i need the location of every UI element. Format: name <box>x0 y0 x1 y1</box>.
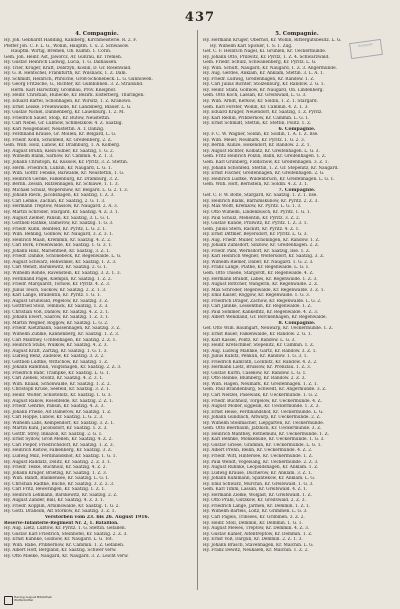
entry-line: Reserve-Infanterie-Regiment Nr. 2, 1. Bataillon. <box>4 520 119 526</box>
entry-line: Hy. Wilh. Knaak, Schönwalde, Kr. Saatzig. 1. Z. 2. <box>4 381 111 387</box>
entry-line: Hy. Friedrich Dräger, Zachow, Kr. Regenwalde. L. G. 2. <box>203 298 322 304</box>
entry-line: Hy. Heinrich Ristow, Falkenberg, Kr. Saatzig. 3. Z. <box>4 448 113 454</box>
entry-line: Hy. Wilh. Arndt, Kerkow, Kr. Soldin, 1. Z. 1. Stargard. <box>203 99 318 105</box>
entry-line: Hy. Franz Dewitz, Neukalen, Kr. Malchin. 1. Z. 2. <box>203 548 309 554</box>
entry-line: Hy. Friedr. Kuhn, Reinfeld, Kr. Pyritz, L. G. 2. 1. <box>4 226 107 232</box>
entry-line: Hy. Karl Lange, Brallentin, Kr. Pyritz. 1. G. 1. <box>4 293 102 299</box>
library-logo-icon <box>4 596 13 605</box>
entry-line: Hy. Ernst Voß, Dargun, Kr. Demmin. 2. Z. 1. 3. <box>203 537 303 543</box>
entry-line: Hy. Friedr. Pahl, Wernsdorf, Kr. Saatzig, Ilse. 1. Z. <box>203 248 311 254</box>
entry-line: Hy. Johann Krüger, Brietzig, Kr. Saatzig. 1. Z. 3. <box>4 470 107 476</box>
entry-line: Hy. Wilhelm Labs, Kempendorf, Kr. Saatzig. 3. Z. 1. <box>4 420 115 426</box>
entry-line: Hy. Bernh. Kunze, Hökendorf, Kr. Randow. 2. Z. 1. <box>203 143 311 149</box>
entry-line: Hy. Heinrich Maaß, Kremmin, Kr. Saatzig. 4. Z. 2. <box>4 237 112 243</box>
entry-line: Hy. Max Schröder, Regenwalde, Kr. Regenwalde. 3. Z. 1. <box>203 287 325 293</box>
entry-line: Hy. Friedr. Buchholz, Torgelow, Kr. Ueckermünde. 4. Z. <box>203 398 322 404</box>
entry-line: Gem. Julius Stern, Rackitt, Kr. Pyritz. 4. Z. 1. <box>203 226 300 232</box>
entry-line: Hy. Aug. Gerdes, Anklam, Kr. Anklam, Stettin. 3. L. A. 1. <box>203 71 325 77</box>
entry-line: Hy. Heinr. Kretschmer, Stepenitz, Kr. Cammin. 1. Z. <box>203 343 315 349</box>
entry-line: Hy. August Schwarz, Rehwinkel, Kr. Saatzig. 1. Z. 3. <box>4 259 117 265</box>
entry-line: Hy. Friedr. Köhn, Schönfeld, Kr. Greifenberg, 2. Z. <box>4 137 112 143</box>
entry-line: Hy. Wilh. Meier, Neumark, Kr. Pyritz. 1. G. 2. 3. <box>203 137 306 143</box>
column-divider <box>197 30 198 590</box>
entry-line: Hy. Johann Zühlsdorf, Sinzlow, Kr. Greifenhagen. 2. Z. <box>203 243 320 249</box>
entry-line: Hy. Paul Sommer, Kankelfitz, Kr. Regenwalde. 4. Z. 3. <box>203 309 319 315</box>
entry-line: Hy. Carl Hoppe, Lübow, Kr. Saatzig. L. G. 2. 3. <box>4 415 104 421</box>
entry-line: Hy. Hermann Zielke, Wolgast, Kr. Greifswald. 1. Z. <box>203 492 312 498</box>
entry-line: Gem. Otto Koch, Lassan, Kr. Greifswald, L. G. 3. <box>203 93 307 99</box>
entry-line: Hy. Heinrich Manthey, Rothemühl, Kr. Ueckermünde. 1. Z. <box>203 431 329 437</box>
entry-line: Hy. Carl Julius Richter, Stolzenburg, Kr. Randow. 2. G. 1. <box>203 82 325 88</box>
entry-line: Hy. Gustav Heinrich Ludwig, Lucia, 1. G. Dalhausen. <box>4 60 118 66</box>
entry-line: Hy. Eduard Krüger, Neuendorf, Kr. Saatzig, 1. Z. Pyritz. <box>203 110 323 116</box>
entry-line: Hy. Friedrich Lange, Jarmen, Kr. Demmin. 1. Z. 1. <box>203 503 311 509</box>
entry-line: Gem. Karl Timm, Lassan, Kr. Greifswald. 4. Z. 1. <box>203 487 308 493</box>
entry-line: Hy. Aug. Lietz, Lübtow, Kr. Pyritz. 1. G. Stettin. Gefallen. <box>4 526 126 532</box>
entry-line: Hy. Otto Wilhelm, Lindenbusch, Kr. Pyritz. 1. G. 1. <box>203 209 311 215</box>
entry-line: Hy. Johann Priebe, Alt Damerow, Kr. Saatzig. 1. Z. <box>4 409 112 415</box>
entry-line: Hy. Wilhelm Rohde, Ravenstein, Kr. Saatzig. 3. Z. 1. 3. <box>4 270 121 276</box>
entry-line: Gem. Otto Thiede, Stargordt, Kr. Regenwalde. 4. Z. <box>203 270 314 276</box>
entry-line: Hy. Johann Hinz, Marienfließ, Kr. Saatzig, 3. Z. 1. <box>4 248 111 254</box>
entry-line: Hy. Friedr. Kopplin, Arnimswalde, Kr. Saatzig. 1. G. 2. <box>4 503 120 509</box>
entry-line: Hy. Eduard Bartel, Schönhagen, Kr. Wirsitz, 1. Z. Kranowo. <box>4 99 132 105</box>
entry-line: Hauptm. Wirtig, Bremen, Ob. Kulmb. 1. Corin. <box>11 49 112 55</box>
entry-line: Hy. Albert Wendland, Gr. Borckenhagen, Kr. Regenwalde. <box>203 315 327 321</box>
entry-line: Hy. Heinrich Blank, Barnimskunow, Kr. Pyritz. 2. Z. 3. <box>203 198 319 204</box>
entry-line: Gem. Wilh. Höft, Bernstein, Kr. Soldin. 4. Z. 3. 1. <box>203 182 309 188</box>
entry-line: Hy. Ferdinand Pagel, Klempin, Kr. Saatzig. 1. Z. 2. <box>4 276 112 282</box>
entry-line: Pfeffer Joh. C. F. L. G., Wollin, Hauptm. 1. u. 2. Schwasow. <box>4 43 130 49</box>
right-entries <box>203 38 391 554</box>
entry-line: Hy. Julius Kubitz, Penkun, Kr. Randow. 1. G. 3. 1. <box>203 354 308 360</box>
entry-line: Hy. Friedr. Teske, Buchholz, Kr. Saatzig. 4. Z. 2. <box>4 465 107 471</box>
entry-line: Hy. Joh. Gebhardt Hadding, Kahlberg, Kirchmeisterie. R. 2. F. <box>4 38 137 43</box>
entry-line: Hy. Otto Mielke, Naugard, Kr. Naugard. 3. Z. Leicht verw. <box>4 553 129 559</box>
entry-line: Hy. Friedr. Gehrke, Pansin, Kr. Saatzig. 4. Z. 3. <box>4 404 105 410</box>
entry-line: Hy. Wilh. Gottfr. Fenske, Bärwalde, Kr. Neustettin, 1. G. <box>4 171 125 177</box>
entry-line: Hy. August Möller, Eggesin, Kr. Ueckermünde. 1. Z. 3. <box>203 404 320 410</box>
section-heading: 4. Compagnie. <box>75 31 119 37</box>
entry-line: Hy. Ludwig Benz, Zadelow, Kr. Saatzig. 3. Z. 2. <box>4 354 105 360</box>
entry-line: Hy. Wilh. Behling, Gollnow, Kr. Naugard, 3. Z. 3. 1. <box>4 232 114 238</box>
entry-line: Gem. Joh. Heinr. Ast, Jaworcz, Ar. Guhrau, Kr. Tremen. <box>4 54 123 60</box>
entry-line: Hy. Ernst Fischer, Greifenhagen, Kr. Greifenhagen. 2. G. <box>203 171 325 177</box>
entry-line: Gem. Paul Brandenburg, Schwedt, Kr. Angermünde. 3. Z. <box>203 387 327 393</box>
entry-line: Gem. Karl Grünberg, Fiddichow, Kr. Greifenhagen. 3. Z. 1. <box>203 160 329 166</box>
entry-line: Hy. Ludwig Krause, Ducherow, Kr. Anklam. 3. Z. 1. <box>203 470 313 476</box>
entry-line: Hy. Johann Gundlach, Altwarp, Kr. Ueckermünde. 2. Z. <box>203 415 321 421</box>
entry-line: Hy. August Böttcher, Wangerin, Kr. Regenwalde. 2. Z. <box>203 282 319 288</box>
entry-line: Hy. Gustav Kähler, Altentreptow, Kr. Demmin. 1. Z. <box>203 531 313 537</box>
entry-line: Hy. Friedr. Marquardt, Tornow, Kr. Pyritz. 4. Z. 3. <box>4 282 111 288</box>
entry-line: Hy. Emil Schwarz, Murchin, Kr. Greifswald. 1. G. 3. <box>203 481 314 487</box>
entry-line: Hy. Max Wolff, Kremzow, Kr. Pyritz. L. G. 1. 3. <box>203 204 302 210</box>
entry-line: Hy. Georg Fritzsche, G., Richter, Kr. Gumbinnen. 3. Z. Stralsund. <box>4 82 144 88</box>
entry-line: Hy. Friedrich Kamrath, Löcknitz, Kr. Randow. 4. Z. 2. <box>203 359 318 365</box>
entry-line: Hy. Wilh. Schütt, Naugard, Kr. Naugard, 1. Z. 3. Angermünde. <box>203 65 337 71</box>
entry-line: Hy. Heinrich Stübs, Wulkow, Kr. Saatzig. 4. Z. 3. <box>4 343 108 349</box>
entry-line: Hy. Hermann Brandt, Labes, Kr. Regenwalde. 1. Z. 3. <box>203 276 318 282</box>
entry-line: Hy. August Richter, Kolbatz, Kr. Greifenhagen. L. G. 3. <box>203 148 320 154</box>
entry-line: Hy. Albert Prehn, Bellin, Kr. Ueckermünde. 4. Z. 2. <box>203 448 313 454</box>
entry-line: Hy. Michael Schulz, Wopersnow, Kr. Belgard. L. G. 2. T. 3. <box>4 187 129 193</box>
entry-line: Hy. Heinr. Wolter, Schlötenitz, Kr. Saatzig. 1. G. 3. <box>4 393 112 398</box>
entry-line: Hy. Gustav Kurth, Casekow, Kr. Randow. L. G. 1. <box>203 370 307 376</box>
entry-line: Hy. Carl Neitzel, Pasewalk, Kr. Ueckermünde. 1. G. 2. <box>203 393 319 398</box>
entry-line: Hy. Johann Rieck, Jacobshagen, Kr. Saatzig, 1. Z. 3. <box>4 193 115 199</box>
entry-line: Hy. Christian Voß, Dahlow, Kr. Saatzig. 4. Z. 2. 1. <box>4 309 110 315</box>
entry-heading: Verstorben vom 23. bis 26. August 1916. <box>44 515 150 521</box>
entry-line: Hy. Gustav Nickel, Dannenberg, Kr. Lauenburg. 1. 2. M. <box>4 110 125 116</box>
entry-line: Hy. August Zander, Ball, Kr. Saatzig. 4. Z. 3. 1. <box>4 498 105 504</box>
stamp-label: Ausgabe <box>357 41 374 49</box>
entry-line: Hy. Carl Wendt, Barskewitz, Kr. Saatzig. 2. G. 1. <box>4 265 108 271</box>
left-column <box>4 30 190 590</box>
entry-line: Hy. F. C. W. Wagner, Soldin, Kr. Soldin, 1. A. 1. Z. Ilse. <box>203 132 319 138</box>
entry-line: Hy. Otto Reinke, Blumberg, Kr. Randow. 2. Z. 3. <box>203 376 306 382</box>
entry-line: Hy. Carl Fritz, Beweringen, Kr. Saatzig. 1. Z. 1. <box>4 487 106 493</box>
entry-line: Hy. Heinr. Christian, Hünecke, Kr. Bezirk. Elsterberg, Thüringen. <box>4 93 145 99</box>
entry-line: Hy. Martin Wegner, Roggow, Kr. Saatzig. L. G. 2. <box>4 320 109 326</box>
entry-line: Hy. Gustav Kunde, Prillwitz, Kr. Pyritz. 1. Z. 3. 1. <box>203 221 308 227</box>
entry-line: Gem. Fritz Heinrich Polzin, Bahn, Kr. Greifenhagen. 1. Z. <box>203 154 327 160</box>
entry-heading: 8. Compagnie. <box>278 320 316 326</box>
entry-line: Hy. August Grunwald, Pegelow, Kr. Saatzig. 3. Z. <box>4 298 109 304</box>
entry-line: Hy. Karl Redlin, Pribbernow, Kr. Cammin. L. G. 1. <box>203 115 310 121</box>
entry-heading: 6. Compagnie. <box>278 126 316 132</box>
entry-line: Hy. Hermann Krüger, Oberhof, Kr. Wollin, Rittergutsbesitz. L. G. <box>203 38 342 43</box>
entry-line: Gem. Otto Beerbaum, Jatznick, Kr. Ueckermünde. 3. Z. <box>203 426 322 432</box>
entry-line: Hy. Ferdinand Krause, Gr. Möllen, Kr. Belgard, L. G. <box>4 132 117 138</box>
entry-line: Hy. Wilhelm Karl Spicker, 1. S. 1. Zug. <box>210 43 293 49</box>
entry-line: Hy. Otto Prahl, Gützkow, Kr. Greifswald. 2. Z. 3. <box>203 498 306 504</box>
entry-line: Hy. Martin Kühl, Jacobsdorf, Kr. Saatzig. 1. Z. 3. <box>4 426 108 432</box>
entry-line: Hy. Wilh. Hagen, Neumark, Kr. Greifenhagen. 1. Z. 1. <box>203 381 319 387</box>
entry-line: Hy. August Kraft, Zartzig, Kr. Saatzig. 1. G. 1. 3. <box>4 348 108 354</box>
entry-line: Hy. Ernst Dittmer, Beyersdorf, Kr. Pyritz. L. G. 3. <box>203 232 308 238</box>
entry-line: Hy. Martin Schröder, Stargard, Kr. Saatzig. 4. Z. 3. 1. <box>4 209 119 215</box>
entry-line: Hy. August Rakow, Rosenfelde, Kr. Saatzig. 2. Z. 1. <box>4 398 114 404</box>
entry-line: Hy. Schmidt, Heinrich, Pfirsiche, Groß-Schönebeck. L. G. Gunnowen. <box>4 76 153 82</box>
entry-line: Hy. Hermann Treptow, Massow, Kr. Naugard. 2. A. 3. <box>4 204 119 210</box>
entry-line: Hy. Ernst Leiske, Freienwalde, Kr. Landsberg, Blauer. L. G. <box>4 104 132 110</box>
entry-line: Hy. Johann Ramthun, Voigtshagen, Kr. Saatzig. 2. Z. 3. <box>4 365 122 371</box>
entry-line: Hy. Ernst Heise, Ferdinandshof, Kr. Ueckermünde. L. G. <box>203 409 324 415</box>
entry-line: Gef. C. F. Heinrich Nagel, Kl. Gruhlen, Kr. Ueckermünde. <box>203 49 327 55</box>
entry-line: Hy. Christoph Kruse, Seefeld, Kr. Saatzig. 3. Z. 1. <box>4 387 111 393</box>
entry-line: Hy. Heinrich Gerike, Falkenburg, Kr. Dramburg, 3. Z. <box>4 176 119 182</box>
entry-line: Hy. Carl Lemke, Zachan, Kr. Saatzig, 2. G. 1. 3. <box>4 198 106 204</box>
entry-line: Hy. Gottlieb Lüdtke, Wittichow, Kr. Saatzig. 1. Z. <box>4 359 109 365</box>
entry-line: Hy. Friedr. Ludwig, Greifenhagen, Kr. Randow. 1. Z. <box>203 76 315 82</box>
entry-line: Hy. Wilh. Rabe, Pribbernow, Kr. Cammin. 1. Z. Gefallen. <box>4 542 125 548</box>
entry-line: Hy. Gustav Griese, Grambin, Kr. Ueckermünde. L. G. 1. <box>203 442 322 448</box>
entry-line: Hy. Heinr. Stahl, Gollnow, Kr. Naugard, Ob. Lindenberg. <box>203 87 324 93</box>
entry-line: Hy. Ernst Bauer, Falkenwalde, Kr. Randow. 2. G. 1. <box>203 331 312 337</box>
entry-line: Hy. Carl Pagels, Tribsees, Kr. Grimmen. 3. Z. 2. <box>203 515 305 521</box>
entry-line: Hy. Heinrich Lehmann, Barskewitz, Kr. Saatzig. 2. Z. <box>4 492 118 498</box>
entry-line: Hy. Carl Pieper, Friedrichsdorf, Kr. Saatzig. 1. Z. 3. <box>4 442 114 448</box>
entry-line: Hy. Carl Bork, Freienwalde, Kr. Saatzig. 1. G. 3. T. <box>4 243 112 249</box>
entry-line: Hy. Johann Christoph, Kl. Küssow, Kr. Pyritz, 3. Z. Stettin. <box>4 160 129 166</box>
entry-line: Hy. Paul Wendt, Vogelsang, Kr. Ueckermünde. 2. Z. 3. <box>203 459 319 465</box>
entry-line: Hy. Karl Heinrich Wegner, Woltersdorf, Kr. Saatzig. 3. Z. <box>203 254 325 260</box>
entry-line: Hy. Carl Manthey, Uchtenhagen, Kr. Saatzig. 2. Z. 1. <box>4 337 117 343</box>
entry-line: Hy. Wilhelm Zühlke, Kannenberg, Kr. Saatzig. 1. Z. 3. <box>4 331 120 337</box>
entry-line: Gem. Friedr. Schulz, Schwanenberg, Kr. Pyritz. L. G. <box>203 60 317 66</box>
entry-line: Hy. Johann Ewert, Saarow, Kr. Saatzig. 1. Z. 3. 1. <box>4 315 110 321</box>
entry-line: Hy. Julius Tesch, Suckow, Kr. Saatzig. 2. Z. 1. 3. <box>4 287 107 293</box>
entry-line: Hy. Ernst Kuhnke, Gollnow, Kr. Naugard. L. G. Tot. <box>4 537 113 543</box>
entry-line: Hy. Gottfr. Strey, Ihnazoll, Kr. Saatzig. 2. G. 1. <box>4 431 103 437</box>
page-number: 437 <box>184 10 216 25</box>
entry-line: Hy. Friedrich Bahr, Trampke, Kr. Saatzig. L. G. 1. <box>4 370 110 376</box>
entry-line: Hy. Karl Neugebauer, Neustettin. A. T. Danzig. <box>4 126 105 132</box>
entry-line: Hy. August Bruhn, Klein-Silber, Kr. Saatzig, 1. G. 2. <box>4 148 115 154</box>
entry-line: Hy. August Ruhnke, Leopoldshagen, Kr. Anklam. 1. Z. <box>203 465 319 471</box>
entry-line: Hy. Friedrich Sauer, Stolp, Kr. Bütow, Neustettin. <box>4 115 111 121</box>
institution-name: Herzog August Bibliothek Wolfenbüttel <box>14 595 53 603</box>
entry-line: Hy. Ernst Sydow, Groß Mellen, Kr. Saatzig. 4. Z. 2. <box>4 437 113 443</box>
entry-line: Hy. Gottl. Draheim, Alt Storkow, Kr. Saatzig. 3. Z. 1. <box>4 509 116 515</box>
entry-line: Hy. Wilhelm Bartels, Loitz, Kr. Grimmen. L. G. 3. <box>203 509 308 515</box>
entry-line: Hy. Franz Lange, Plathe, Kr. Regenwalde. L. G. 1. <box>203 265 310 271</box>
entry-line: Hy. Bernh. Zessin, Rützenhagen, Kr. Schlawe, 1. 1. 3. <box>4 182 119 188</box>
entry-line: Hy. Gottfried Stolz, Temnick, Kr. Saatzig, 1. Z. 3. <box>4 304 109 310</box>
entry-line: Hy. Carl Nebel, Gr. Lubnow, Schmelzkow. 4. Z. Saatzig. <box>4 121 123 127</box>
entry-line: Hy. Heinr. Stoll, Demmin, Kr. Demmin. 1. G. 1. <box>203 520 303 526</box>
entry-line: Hy. Johann Kuhlmann, Spantekow, Kr. Anklam. L. G. <box>203 476 315 482</box>
entry-line: Hy. Heinrich Lüdtke, Wildenbruch, Kr. Greifenhagen. L. G. 1. <box>203 176 335 182</box>
entry-line: Hy. Wilh. Bandt, Blankensee, Kr. Saatzig. L. G. 1. <box>4 476 110 482</box>
section-heading: 5. Compagnie. <box>275 31 319 37</box>
left-entries <box>4 38 190 559</box>
entry-line: Hy. Friedr. Kietzmann, Sassenhagen, Kr. Saatzig. 3. Z. <box>4 326 121 332</box>
entry-line: Herm. Karl Harwitzky, Gromhau, Prov. Kneiphof. <box>11 87 117 93</box>
entry-line: Hy. August Mewes, Treptow, Kr. Demmin. 4. Z. 3. <box>203 526 310 532</box>
entry-line: Gem. Karl Förster, Wollin, Kr. Cammin. 4. Z. 1. 3. <box>203 104 309 110</box>
entry-line: Hy. August Ziemer, Pansin, Kr. Saatzig, 3. L. G. 1. <box>4 215 111 221</box>
entry-line: Hy. Wilhelm Blank, Sarnow, Kr. Cammin. 4. Z. 1. 3. <box>4 154 114 160</box>
entry-line: Hy. Johann Bräsch, Stavenhagen, Kr. Malchin. L. G. <box>203 542 314 548</box>
entry-line: Hy. Emil Kaiser, Roggow, Kr. Regenwalde. 1. G. 3. <box>203 293 311 299</box>
entry-line: Hy. Gottlieb Rathke, Damerow, Kr. Saatzig. 1. G. 3. <box>4 221 114 227</box>
entry-line: Hy. Friedr. Dahlke, Schönebeck, Kr. Regenwalde. L. G. <box>4 254 122 260</box>
entry-line: Gem. Wilh. Holz, Lubow, Kr. Dramburg, 1. A. Kolberg. <box>4 143 121 149</box>
right-column <box>203 30 391 590</box>
entry-line: Hy. August Raddatz, Dölitz, Kr. Saatzig. 2. Z. 3. 1. <box>4 459 112 465</box>
entry-line: Hy. Ernst Schmidt, Stettin, Kr. Stettin, Pölitz. 1. Z. <box>203 121 312 127</box>
entry-line: Gef. Otto Wilh. Baumgart, Neuwarp, Kr. Ueckermünde. 1. Z. <box>203 326 334 332</box>
entry-line: Hy. G. R. Hentschel, Frankfurth, Kr. Wilsnack, 1. Z. Dam. <box>4 71 127 77</box>
entry-line: Hy. Albert Hoff, Bergland, Kr. Saatzig. Schwer verw. <box>4 548 117 554</box>
entry-line: Hy. Paul Schulz, Mellentin, Kr. Pyritz. 3. Z. 2. <box>203 215 301 221</box>
entry-line: Hy. Wilhelm Riemer, Daber, Kr. Naugard. 1. G. 2. 3. <box>203 259 314 265</box>
entry-line: Hy. Friedr. Witt, Hintersee, Kr. Ueckermünde. 1. Z. <box>203 454 313 460</box>
entry-line: Gef. C. F. W. Bolte, Stargard, Kr. Saatzig. 1. Z. 1. Ilse. <box>203 193 318 199</box>
entry-line: Hy. Aug. Ludwig Mahnke, Gartz, Kr. Randow. 3. Z. 1. <box>203 348 317 354</box>
entry-line: Hy. Gustav Karl Friedrich, Steinhöfel, Kr. Saatzig. 2. Z. 3. <box>4 531 128 537</box>
entry-line: Hy. Wilhelm Stellmacher, Liepgarten, Kr. Ueckermünde. <box>203 420 325 426</box>
entry-line: Hy. Karl Behnke, Mönkebude, Kr. Ueckermünde. 1. G. 3. <box>203 437 325 443</box>
entry-line: Hy. Herm. Friedrich, Lübzin, Kr. Naugard, L. G. 1. <box>4 165 112 171</box>
entry-line: Hy. Karl Kassel, Pölitz, Kr. Randow. L. G. 3. <box>203 337 296 343</box>
entry-line: Hy. Johann Schönfeld, Stettin, 1. Z. Gr. Stepenitz, Kr. Naugard. <box>203 165 339 171</box>
footer-logo <box>4 595 53 606</box>
entry-heading: 7. Compagnie. <box>278 187 316 193</box>
entry-line: Hy. Carl Jahnke, Lessenthin, Kr. Regenwalde. 1. Z. <box>203 304 312 310</box>
entry-line: Hy. Carl Ziebell, Stölitz, Kr. Saatzig. 4. Z. 3. 1. <box>4 376 104 382</box>
entry-line: Hy. Ludwig Milz, Ferdinandshof, Kr. Saatzig. 1. G. 1. <box>4 454 117 460</box>
entry-line: Hy. Hermann Lietz, Brüssow, Kr. Prenzlau. 1. Z. 3. <box>203 365 312 371</box>
entry-line: Hy. Christian Radtke, Büche, Kr. Saatzig. 3. Z. 2. 3. <box>4 481 115 487</box>
entry-line: Hy. Trier, Krüger, Kraft, Dobrzyn, Köslin, D. Gr. Rosenwald. <box>4 65 132 71</box>
entry-line: Hy. Aug. Friedr. Müller, Schöningen, Kr. Randow. 1. Z. <box>203 237 320 243</box>
entry-line: Hy. Johann Otto, Prillwitz, Kr. Pyritz, 1. Z. 4. Schwarzwald. <box>203 54 330 60</box>
